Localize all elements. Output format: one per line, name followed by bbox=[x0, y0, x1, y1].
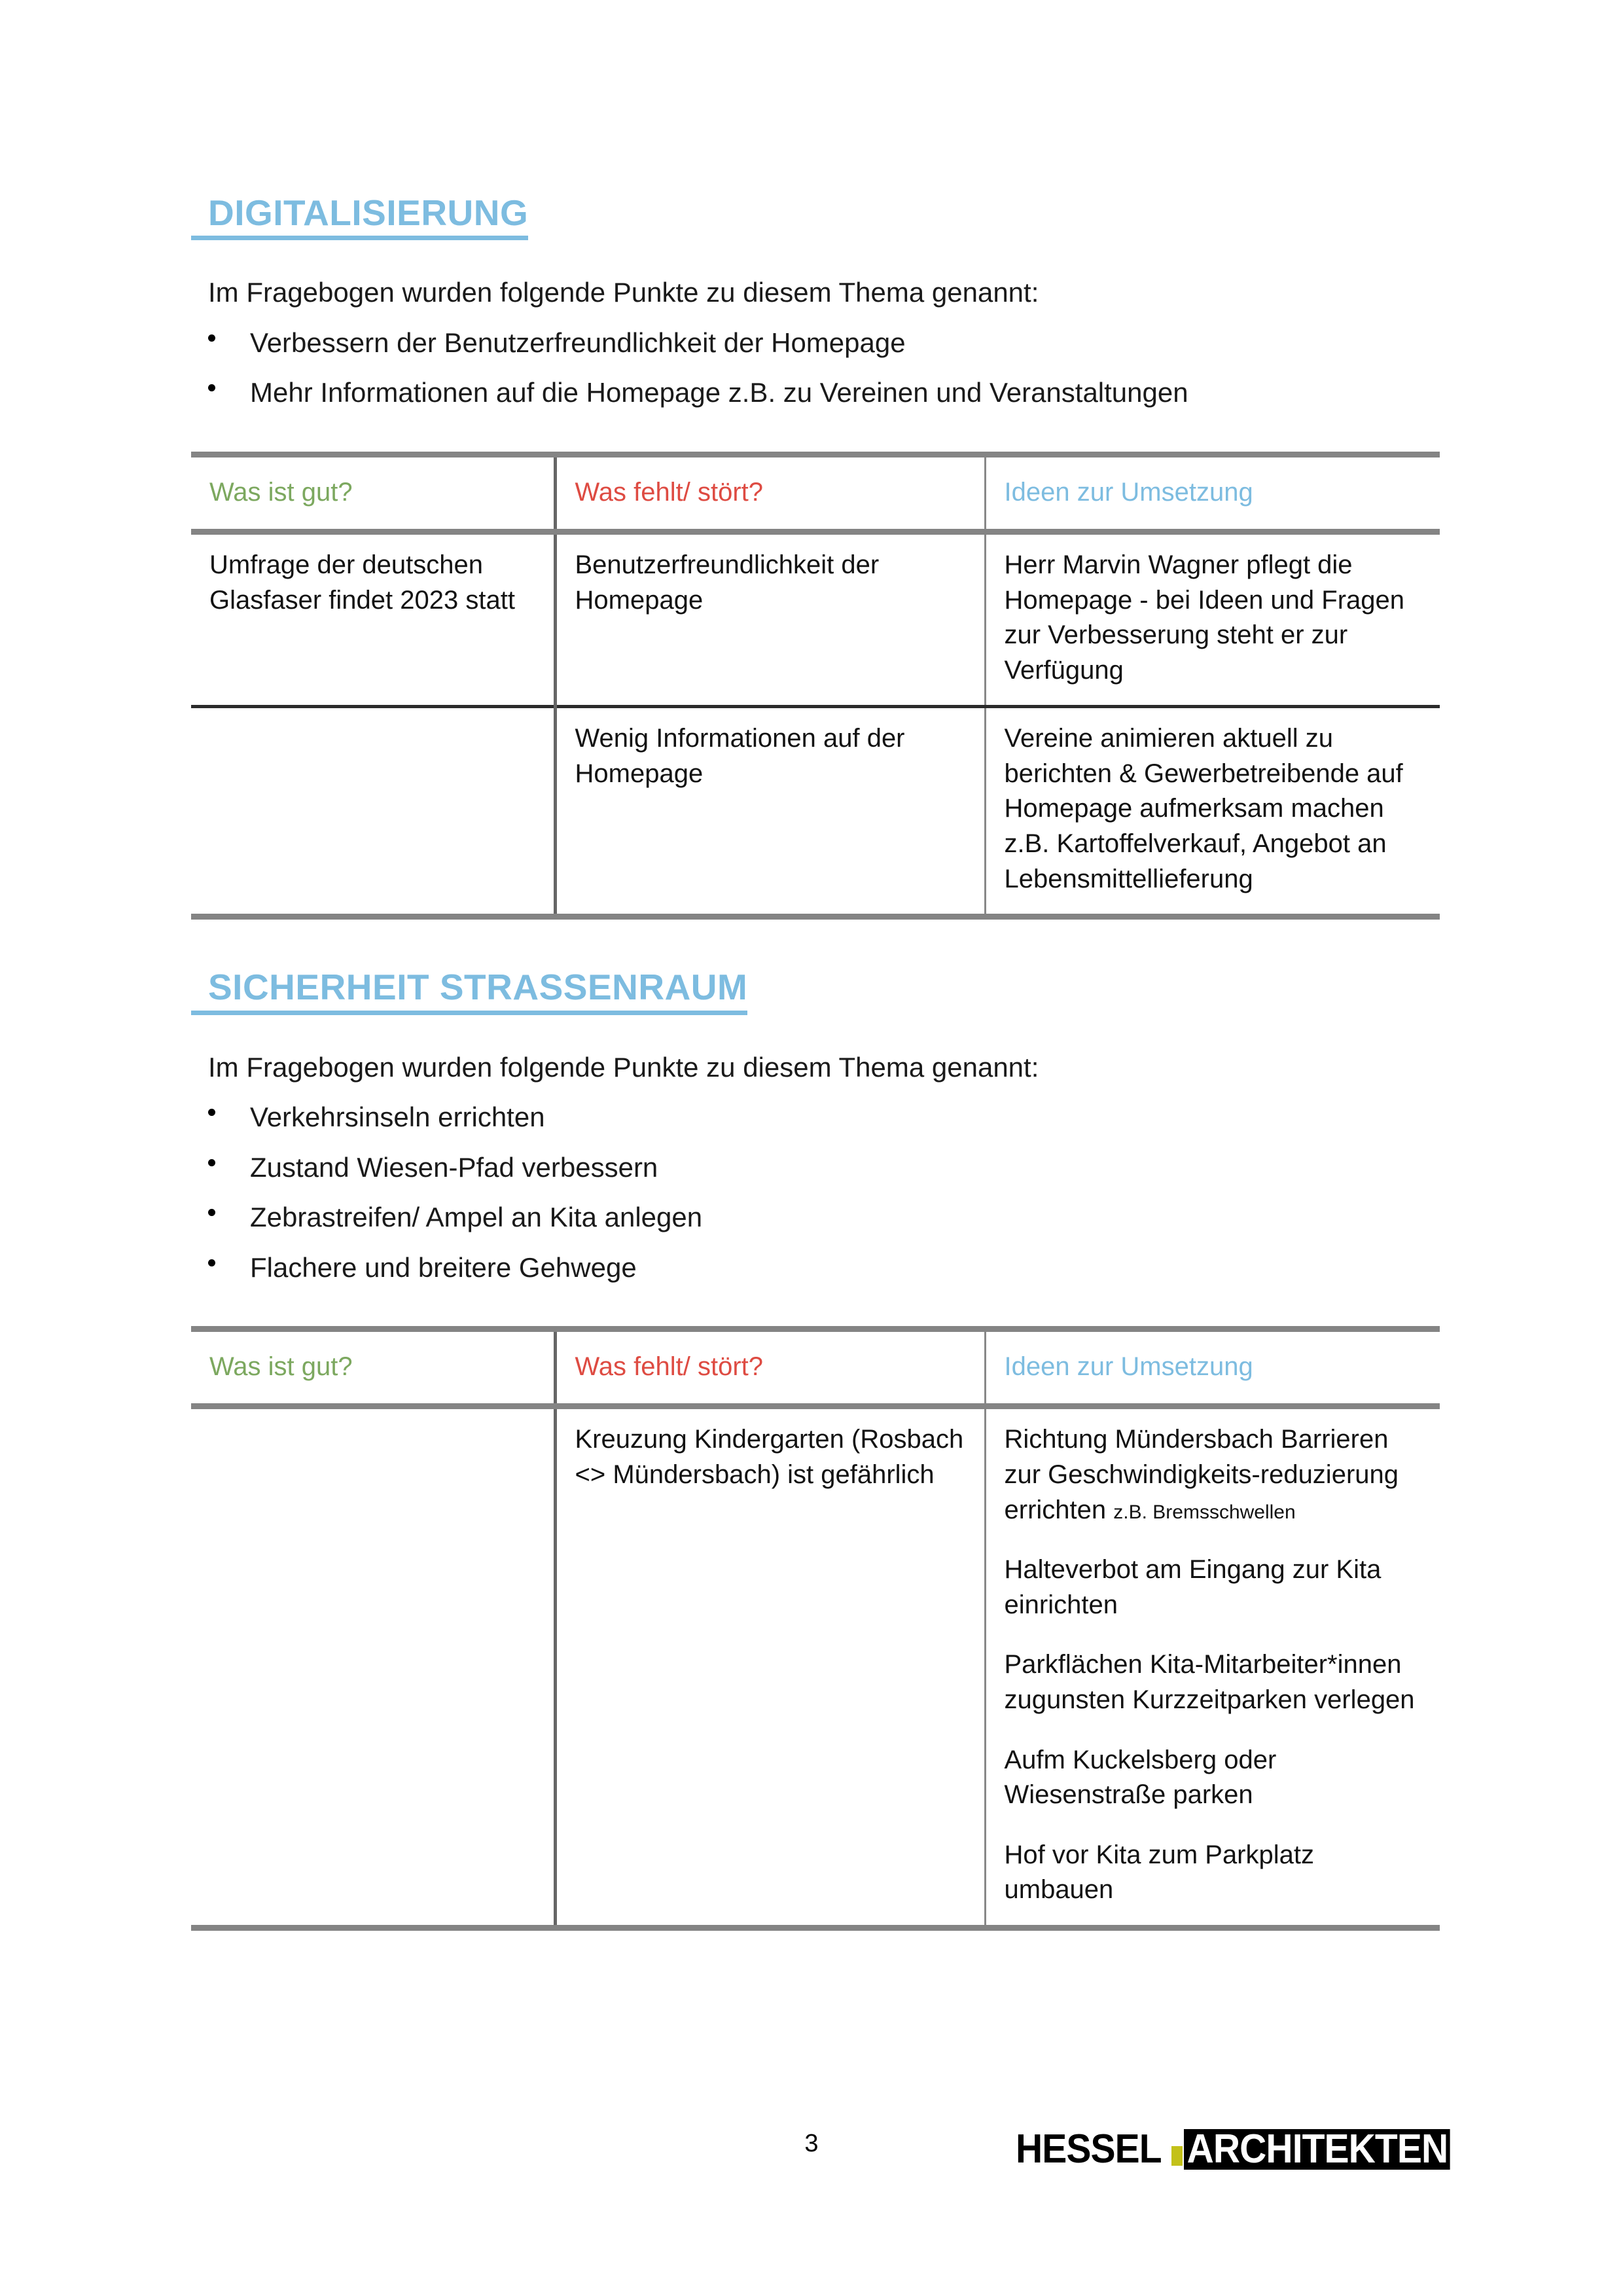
page-content bbox=[191, 194, 1440, 1931]
table-row bbox=[191, 1407, 1440, 1928]
column-header-was-ist-gut: Was ist gut? bbox=[191, 454, 555, 531]
column-header-ideen-zur-umsetzung: Ideen zur Umsetzung bbox=[985, 1329, 1440, 1407]
list-item-label: Flachere und breitere Gehwege bbox=[250, 1251, 637, 1283]
column-header-ideen-zur-umsetzung: Ideen zur Umsetzung bbox=[985, 454, 1440, 531]
bullet-list-sicherheit-strassenraum bbox=[191, 1085, 1440, 1285]
column-header-was-fehlt-stoert: Was fehlt/ stört? bbox=[555, 454, 985, 531]
cell-ideen-zur-umsetzung: Vereine animieren aktuell zu berichten & Gewerbetreibende auf Homepage aufmerksam machen z.B. Kartoffelverkauf, Angebot an Lebensmittellieferung bbox=[985, 707, 1440, 917]
section-digitalisierung bbox=[191, 194, 1440, 240]
spacer bbox=[191, 411, 1440, 452]
table-row bbox=[191, 531, 1440, 706]
cell-was-fehlt-stoert: Kreuzung Kindergarten (Rosbach <> Mündersbach) ist gefährlich bbox=[555, 1407, 985, 1928]
idea-text: Richtung Mündersbach Barrieren zur Geschwindigkeits-reduzierung errichten bbox=[1004, 1425, 1399, 1524]
section-heading-digitalisierung: DIGITALISIERUNG bbox=[191, 194, 528, 240]
list-item-label: Zebrastreifen/ Ampel an Kita anlegen bbox=[250, 1202, 703, 1233]
table-header-row bbox=[191, 1329, 1440, 1407]
list-item-label: Mehr Informationen auf die Homepage z.B. zu Vereinen und Veranstaltungen bbox=[250, 377, 1188, 408]
logo-text-architekten: ARCHITEKTEN bbox=[1184, 2129, 1450, 2170]
bullet-dot-icon bbox=[208, 1109, 215, 1116]
feedback-table-sicherheit-strassenraum bbox=[191, 1326, 1440, 1931]
section-intro-digitalisierung: Im Fragebogen wurden folgende Punkte zu diesem Thema genannt: bbox=[208, 277, 1039, 308]
list-item bbox=[191, 1085, 1440, 1136]
cell-ideen-zur-umsetzung: Herr Marvin Wagner pflegt die Homepage - bei Ideen und Fragen zur Verbesserung steht er zur Verfügung bbox=[985, 531, 1440, 706]
feedback-table-digitalisierung bbox=[191, 452, 1440, 920]
spacer bbox=[191, 920, 1440, 968]
column-header-was-fehlt-stoert: Was fehlt/ stört? bbox=[555, 1329, 985, 1407]
spacer bbox=[191, 1285, 1440, 1326]
idea-text-small: z.B. Bremsschwellen bbox=[1113, 1501, 1296, 1523]
list-item-label: Verbessern der Benutzerfreundlichkeit der Homepage bbox=[250, 327, 906, 358]
bullet-dot-icon bbox=[208, 384, 215, 391]
cell-was-fehlt-stoert: Wenig Informationen auf der Homepage bbox=[555, 707, 985, 917]
cell-was-ist-gut: Umfrage der deutschen Glasfaser findet 2023 statt bbox=[209, 550, 515, 615]
cell-was-ist-gut bbox=[191, 1407, 555, 1928]
column-header-was-ist-gut: Was ist gut? bbox=[191, 1329, 555, 1407]
company-logo bbox=[1016, 2126, 1473, 2172]
cell-was-fehlt-stoert: Benutzerfreundlichkeit der Homepage bbox=[555, 531, 985, 706]
list-item bbox=[191, 1185, 1440, 1236]
page-footer bbox=[0, 2127, 1623, 2206]
bullet-dot-icon bbox=[208, 1159, 215, 1166]
idea-paragraph: Hof vor Kita zum Parkplatz umbauen bbox=[1004, 1840, 1314, 1905]
page-number: 3 bbox=[804, 2130, 819, 2157]
bullet-dot-icon bbox=[208, 1259, 215, 1266]
section-sicherheit-strassenraum bbox=[191, 968, 1440, 1014]
list-item bbox=[191, 1236, 1440, 1286]
idea-paragraph: Parkflächen Kita-Mitarbeiter*innen zugunsten Kurzzeitparken verlegen bbox=[1004, 1650, 1415, 1714]
list-item-label: Zustand Wiesen-Pfad verbessern bbox=[250, 1151, 658, 1183]
list-item bbox=[191, 361, 1440, 411]
section-intro-sicherheit-strassenraum: Im Fragebogen wurden folgende Punkte zu diesem Thema genannt: bbox=[208, 1051, 1039, 1083]
table-row bbox=[191, 707, 1440, 917]
table-header-row bbox=[191, 454, 1440, 531]
idea-paragraph: Halteverbot am Eingang zur Kita einrichten bbox=[1004, 1555, 1382, 1619]
idea-paragraph: Aufm Kuckelsberg oder Wiesenstraße parken bbox=[1004, 1745, 1277, 1810]
section-heading-sicherheit-strassenraum: SICHERHEIT STRASSENRAUM bbox=[191, 968, 747, 1014]
idea-paragraph bbox=[1005, 1422, 1422, 1528]
list-item-label: Verkehrsinseln errichten bbox=[250, 1102, 545, 1132]
logo-dot-icon bbox=[1171, 2146, 1183, 2166]
cell-was-ist-gut bbox=[191, 707, 555, 917]
list-item bbox=[191, 311, 1440, 361]
bullet-list-digitalisierung bbox=[191, 311, 1440, 411]
cell-ideen-zur-umsetzung bbox=[985, 1407, 1440, 1928]
list-item bbox=[191, 1136, 1440, 1186]
bullet-dot-icon bbox=[208, 1209, 215, 1216]
bullet-dot-icon bbox=[208, 334, 215, 342]
logo-text-hessel: HESSEL bbox=[1016, 2126, 1162, 2172]
